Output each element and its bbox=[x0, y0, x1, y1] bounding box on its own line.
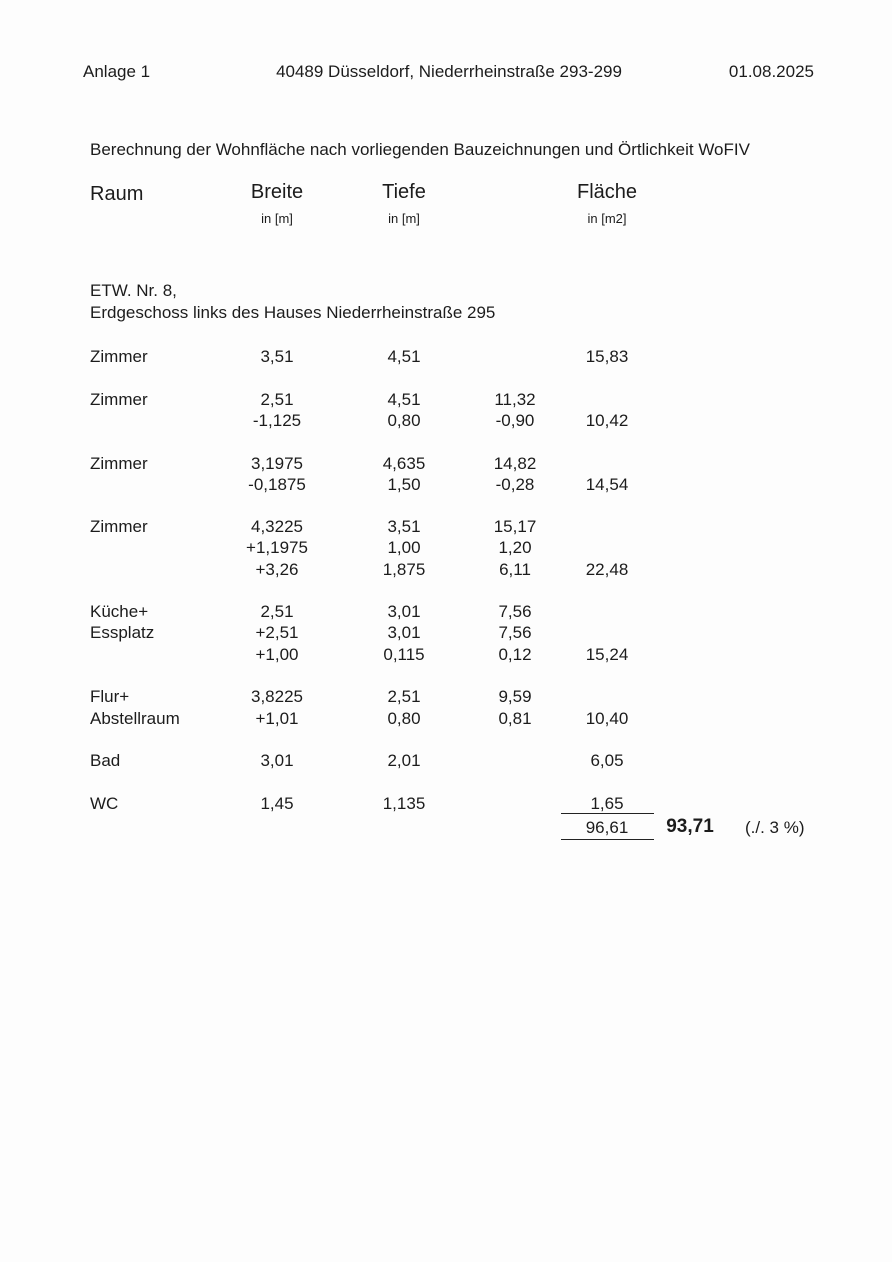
document-title: Berechnung der Wohnfläche nach vorliegenden Bauzeichnungen und Örtlichkeit WoFIV bbox=[90, 140, 750, 159]
partial-area-value: -0,28 bbox=[495, 475, 535, 494]
breite-value: 1,45 bbox=[260, 794, 294, 813]
room-name: Zimmer bbox=[90, 517, 148, 536]
breite-value: -1,125 bbox=[252, 411, 302, 430]
breite-value: +1,01 bbox=[255, 709, 299, 728]
area-value: 14,54 bbox=[585, 475, 629, 494]
tiefe-value: 3,01 bbox=[387, 623, 421, 642]
partial-area-value: -0,90 bbox=[495, 411, 535, 430]
room-name: Abstellraum bbox=[90, 709, 180, 728]
room-name: Bad bbox=[90, 751, 121, 770]
breite-value: +1,00 bbox=[255, 645, 299, 664]
breite-value: 3,01 bbox=[260, 751, 294, 770]
tiefe-value: 1,50 bbox=[387, 475, 421, 494]
area-value: 1,65 bbox=[590, 794, 624, 813]
total-net: 93,71 bbox=[666, 816, 714, 837]
room-name: Küche+ bbox=[90, 602, 149, 621]
partial-area-value: 11,32 bbox=[494, 390, 536, 409]
partial-area-value: 15,17 bbox=[493, 517, 537, 536]
col-header-tiefe: Tiefe bbox=[382, 181, 426, 203]
col-unit-flaeche: in [m2] bbox=[587, 211, 627, 226]
tiefe-value: 0,115 bbox=[383, 645, 425, 664]
tiefe-value: 4,635 bbox=[382, 454, 426, 473]
area-value: 10,42 bbox=[585, 411, 629, 430]
tiefe-value: 3,51 bbox=[387, 517, 421, 536]
area-value: 15,83 bbox=[585, 347, 629, 366]
col-header-flaeche: Fläche bbox=[576, 181, 638, 203]
header-date: 01.08.2025 bbox=[728, 62, 814, 81]
area-value: 15,24 bbox=[585, 645, 629, 664]
sum-bottom-rule bbox=[561, 839, 654, 840]
area-value: 6,05 bbox=[590, 751, 624, 770]
breite-value: +1,1975 bbox=[246, 538, 308, 557]
room-name: Essplatz bbox=[90, 623, 155, 642]
room-name: Zimmer bbox=[90, 390, 148, 409]
partial-area-value: 1,20 bbox=[498, 538, 532, 557]
total-note: (./. 3 %) bbox=[745, 818, 805, 837]
room-name: WC bbox=[90, 794, 119, 813]
col-header-breite: Breite bbox=[250, 181, 304, 203]
col-unit-tiefe: in [m] bbox=[388, 211, 420, 226]
header-annex-label: Anlage 1 bbox=[83, 62, 151, 81]
area-value: 10,40 bbox=[585, 709, 629, 728]
area-value: 22,48 bbox=[585, 560, 629, 579]
breite-value: 2,51 bbox=[260, 390, 294, 409]
room-name: Flur+ bbox=[90, 687, 130, 706]
partial-area-value: 0,81 bbox=[498, 709, 532, 728]
partial-area-value: 14,82 bbox=[493, 454, 537, 473]
col-unit-breite: in [m] bbox=[261, 211, 293, 226]
tiefe-value: 0,80 bbox=[387, 709, 421, 728]
tiefe-value: 2,01 bbox=[387, 751, 421, 770]
tiefe-value: 1,00 bbox=[387, 538, 421, 557]
breite-value: 3,1975 bbox=[251, 454, 303, 473]
tiefe-value: 3,01 bbox=[387, 602, 421, 621]
breite-value: 3,51 bbox=[260, 347, 294, 366]
breite-value: -0,1875 bbox=[248, 475, 306, 494]
breite-value: +2,51 bbox=[255, 623, 299, 642]
partial-area-value: 6,11 bbox=[499, 560, 531, 579]
total-sum: 96,61 bbox=[585, 818, 629, 837]
unit-number: ETW. Nr. 8, bbox=[90, 281, 177, 300]
room-name: Zimmer bbox=[90, 454, 148, 473]
partial-area-value: 7,56 bbox=[498, 623, 532, 642]
tiefe-value: 4,51 bbox=[387, 347, 421, 366]
tiefe-value: 1,875 bbox=[382, 560, 426, 579]
room-name: Zimmer bbox=[90, 347, 148, 366]
partial-area-value: 7,56 bbox=[498, 602, 532, 621]
tiefe-value: 4,51 bbox=[387, 390, 421, 409]
breite-value: 3,8225 bbox=[251, 687, 303, 706]
tiefe-value: 0,80 bbox=[387, 411, 421, 430]
partial-area-value: 9,59 bbox=[498, 687, 532, 706]
breite-value: 4,3225 bbox=[251, 517, 303, 536]
tiefe-value: 2,51 bbox=[387, 687, 421, 706]
partial-area-value: 0,12 bbox=[498, 645, 532, 664]
breite-value: +3,26 bbox=[255, 560, 299, 579]
tiefe-value: 1,135 bbox=[382, 794, 426, 813]
breite-value: 2,51 bbox=[260, 602, 294, 621]
col-header-raum: Raum bbox=[90, 183, 144, 205]
sum-rule bbox=[561, 813, 654, 814]
header-address: 40489 Düsseldorf, Niederrheinstraße 293-299 bbox=[276, 62, 622, 81]
unit-location: Erdgeschoss links des Hauses Niederrheinstraße 295 bbox=[90, 303, 496, 322]
